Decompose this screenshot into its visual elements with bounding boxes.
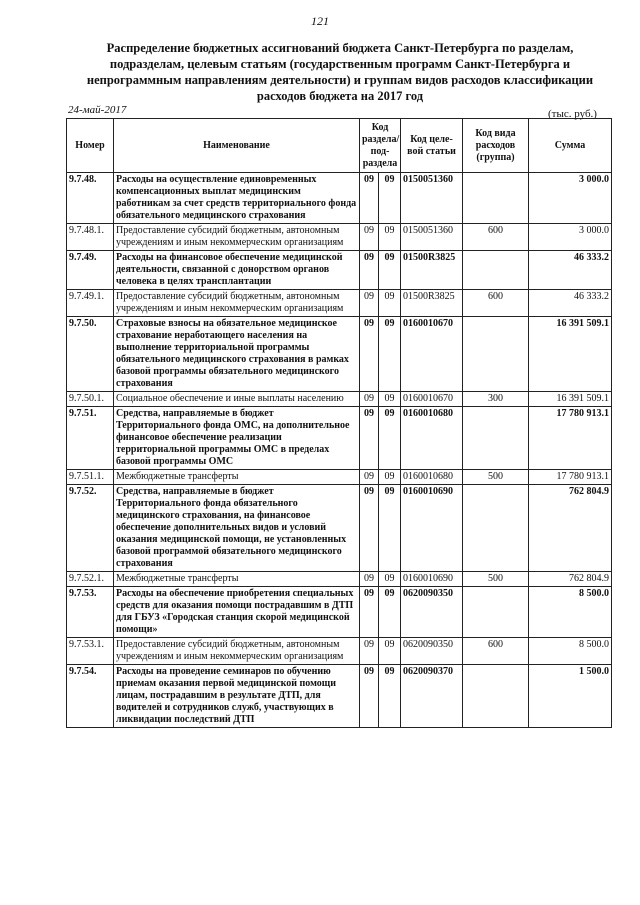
row-section: 09 bbox=[360, 290, 379, 317]
row-subsection: 09 bbox=[379, 470, 401, 485]
row-amount: 46 333.2 bbox=[529, 290, 612, 317]
row-name: Расходы на проведение семинаров по обучению приемам оказания первой медицинской помощи лицам, пострадавшим в результате ДТП, для водителей и сотрудников служб, участвующих в ликвидации последствий ДТП bbox=[114, 665, 360, 728]
row-number: 9.7.52. bbox=[67, 485, 114, 572]
row-number: 9.7.49.1. bbox=[67, 290, 114, 317]
row-section: 09 bbox=[360, 251, 379, 290]
header-expense-type: Код вида расходов (группа) bbox=[463, 119, 529, 173]
row-name: Страховые взносы на обязательное медицинское страхование неработающего населения на выполнение территориальной программы обязательного медицинского страхования в рамках базовой программы обязательного медицинского страхования bbox=[114, 317, 360, 392]
row-subsection: 09 bbox=[379, 638, 401, 665]
row-expense-type: 500 bbox=[463, 572, 529, 587]
row-name: Средства, направляемые в бюджет Территориального фонда обязательного медицинского страхования, на финансовое обеспечение дополнительных видов и условий оказания медицинской помощи, не установленных базовой программой обязательного медицинского страхования bbox=[114, 485, 360, 572]
row-target-code: 0620090350 bbox=[401, 587, 463, 638]
row-subsection: 09 bbox=[379, 224, 401, 251]
row-target-code: 0160010670 bbox=[401, 317, 463, 392]
table-row bbox=[67, 587, 612, 638]
row-amount: 16 391 509.1 bbox=[529, 392, 612, 407]
row-number: 9.7.51. bbox=[67, 407, 114, 470]
row-name: Социальное обеспечение и иные выплаты населению bbox=[114, 392, 360, 407]
row-target-code: 0620090370 bbox=[401, 665, 463, 728]
header-number: Номер bbox=[67, 119, 114, 173]
row-section: 09 bbox=[360, 572, 379, 587]
row-number: 9.7.54. bbox=[67, 665, 114, 728]
row-expense-type bbox=[463, 485, 529, 572]
row-subsection: 09 bbox=[379, 407, 401, 470]
row-number: 9.7.48.1. bbox=[67, 224, 114, 251]
row-amount: 16 391 509.1 bbox=[529, 317, 612, 392]
page-number: 121 bbox=[311, 14, 329, 28]
row-expense-type bbox=[463, 251, 529, 290]
row-section: 09 bbox=[360, 392, 379, 407]
row-target-code: 0160010680 bbox=[401, 470, 463, 485]
row-amount: 46 333.2 bbox=[529, 251, 612, 290]
row-expense-type: 600 bbox=[463, 224, 529, 251]
table-row bbox=[67, 485, 612, 572]
row-expense-type: 500 bbox=[463, 470, 529, 485]
row-expense-type bbox=[463, 587, 529, 638]
row-name: Расходы на обеспечение приобретения специальных средств для оказания помощи пострадавшим в ДТП для ГБУЗ «Городская станция скорой медицинской помощи» bbox=[114, 587, 360, 638]
row-amount: 17 780 913.1 bbox=[529, 470, 612, 485]
row-number: 9.7.52.1. bbox=[67, 572, 114, 587]
row-expense-type: 300 bbox=[463, 392, 529, 407]
row-section: 09 bbox=[360, 407, 379, 470]
document-date: 24-май-2017 bbox=[68, 104, 127, 116]
row-expense-type: 600 bbox=[463, 638, 529, 665]
row-subsection: 09 bbox=[379, 317, 401, 392]
units-label: (тыс. руб.) bbox=[548, 108, 597, 120]
row-target-code: 0160010680 bbox=[401, 407, 463, 470]
row-expense-type bbox=[463, 173, 529, 224]
row-target-code: 01500R3825 bbox=[401, 251, 463, 290]
row-amount: 762 804.9 bbox=[529, 485, 612, 572]
row-target-code: 0150051360 bbox=[401, 173, 463, 224]
table-row bbox=[67, 407, 612, 470]
row-subsection: 09 bbox=[379, 587, 401, 638]
row-expense-type bbox=[463, 665, 529, 728]
table-row bbox=[67, 572, 612, 587]
row-section: 09 bbox=[360, 485, 379, 572]
row-number: 9.7.53. bbox=[67, 587, 114, 638]
table-row bbox=[67, 470, 612, 485]
row-amount: 762 804.9 bbox=[529, 572, 612, 587]
row-subsection: 09 bbox=[379, 572, 401, 587]
header-section: Код раздела/ под- раздела bbox=[360, 119, 401, 173]
row-name: Межбюджетные трансферты bbox=[114, 572, 360, 587]
row-amount: 3 000.0 bbox=[529, 224, 612, 251]
row-number: 9.7.49. bbox=[67, 251, 114, 290]
row-target-code: 0150051360 bbox=[401, 224, 463, 251]
row-section: 09 bbox=[360, 665, 379, 728]
row-name: Средства, направляемые в бюджет Территориального фонда ОМС, на дополнительное финансовое обеспечение реализации территориальной программы ОМС в пределах базовой программы ОМС bbox=[114, 407, 360, 470]
table-row bbox=[67, 224, 612, 251]
row-number: 9.7.53.1. bbox=[67, 638, 114, 665]
row-number: 9.7.51.1. bbox=[67, 470, 114, 485]
row-subsection: 09 bbox=[379, 290, 401, 317]
table-row bbox=[67, 290, 612, 317]
row-name: Расходы на осуществление единовременных компенсационных выплат медицинским работникам за счет средств территориального фонда обязательного медицинского страхования bbox=[114, 173, 360, 224]
row-target-code: 0160010670 bbox=[401, 392, 463, 407]
table-row bbox=[67, 173, 612, 224]
header-amount: Сумма bbox=[529, 119, 612, 173]
row-name: Предоставление субсидий бюджетным, автономным учреждениям и иным некоммерческим организациям bbox=[114, 290, 360, 317]
row-subsection: 09 bbox=[379, 173, 401, 224]
row-expense-type bbox=[463, 407, 529, 470]
table-body bbox=[67, 173, 612, 728]
row-section: 09 bbox=[360, 173, 379, 224]
row-name: Предоставление субсидий бюджетным, автономным учреждениям и иным некоммерческим организациям bbox=[114, 224, 360, 251]
row-number: 9.7.50. bbox=[67, 317, 114, 392]
header-target: Код целе- вой статьи bbox=[401, 119, 463, 173]
table-row bbox=[67, 317, 612, 392]
header-name: Наименование bbox=[114, 119, 360, 173]
row-amount: 8 500.0 bbox=[529, 587, 612, 638]
row-target-code: 01500R3825 bbox=[401, 290, 463, 317]
table-row bbox=[67, 251, 612, 290]
row-name: Предоставление субсидий бюджетным, автономным учреждениям и иным некоммерческим организациям bbox=[114, 638, 360, 665]
row-number: 9.7.48. bbox=[67, 173, 114, 224]
row-amount: 8 500.0 bbox=[529, 638, 612, 665]
row-section: 09 bbox=[360, 587, 379, 638]
row-name: Расходы на финансовое обеспечение медицинской деятельности, связанной с донорством органов человека в целях трансплантации bbox=[114, 251, 360, 290]
row-section: 09 bbox=[360, 470, 379, 485]
row-subsection: 09 bbox=[379, 485, 401, 572]
row-expense-type: 600 bbox=[463, 290, 529, 317]
table-row bbox=[67, 665, 612, 728]
row-target-code: 0620090350 bbox=[401, 638, 463, 665]
row-expense-type bbox=[463, 317, 529, 392]
budget-table bbox=[66, 118, 612, 728]
row-section: 09 bbox=[360, 317, 379, 392]
row-target-code: 0160010690 bbox=[401, 485, 463, 572]
row-subsection: 09 bbox=[379, 392, 401, 407]
row-subsection: 09 bbox=[379, 251, 401, 290]
row-number: 9.7.50.1. bbox=[67, 392, 114, 407]
table-row bbox=[67, 392, 612, 407]
row-amount: 17 780 913.1 bbox=[529, 407, 612, 470]
header-row bbox=[67, 119, 612, 173]
document-title: Распределение бюджетных ассигнований бюджета Санкт-Петербурга по разделам, подразделам, целевым статьям (государственным программ Санкт-Петербурга и непрограммным направлениям деятельности) и группам видов расходов классификации расходов бюджета на 2017 год bbox=[86, 41, 594, 103]
row-target-code: 0160010690 bbox=[401, 572, 463, 587]
row-amount: 3 000.0 bbox=[529, 173, 612, 224]
row-section: 09 bbox=[360, 638, 379, 665]
row-name: Межбюджетные трансферты bbox=[114, 470, 360, 485]
row-section: 09 bbox=[360, 224, 379, 251]
table-row bbox=[67, 638, 612, 665]
row-subsection: 09 bbox=[379, 665, 401, 728]
row-amount: 1 500.0 bbox=[529, 665, 612, 728]
